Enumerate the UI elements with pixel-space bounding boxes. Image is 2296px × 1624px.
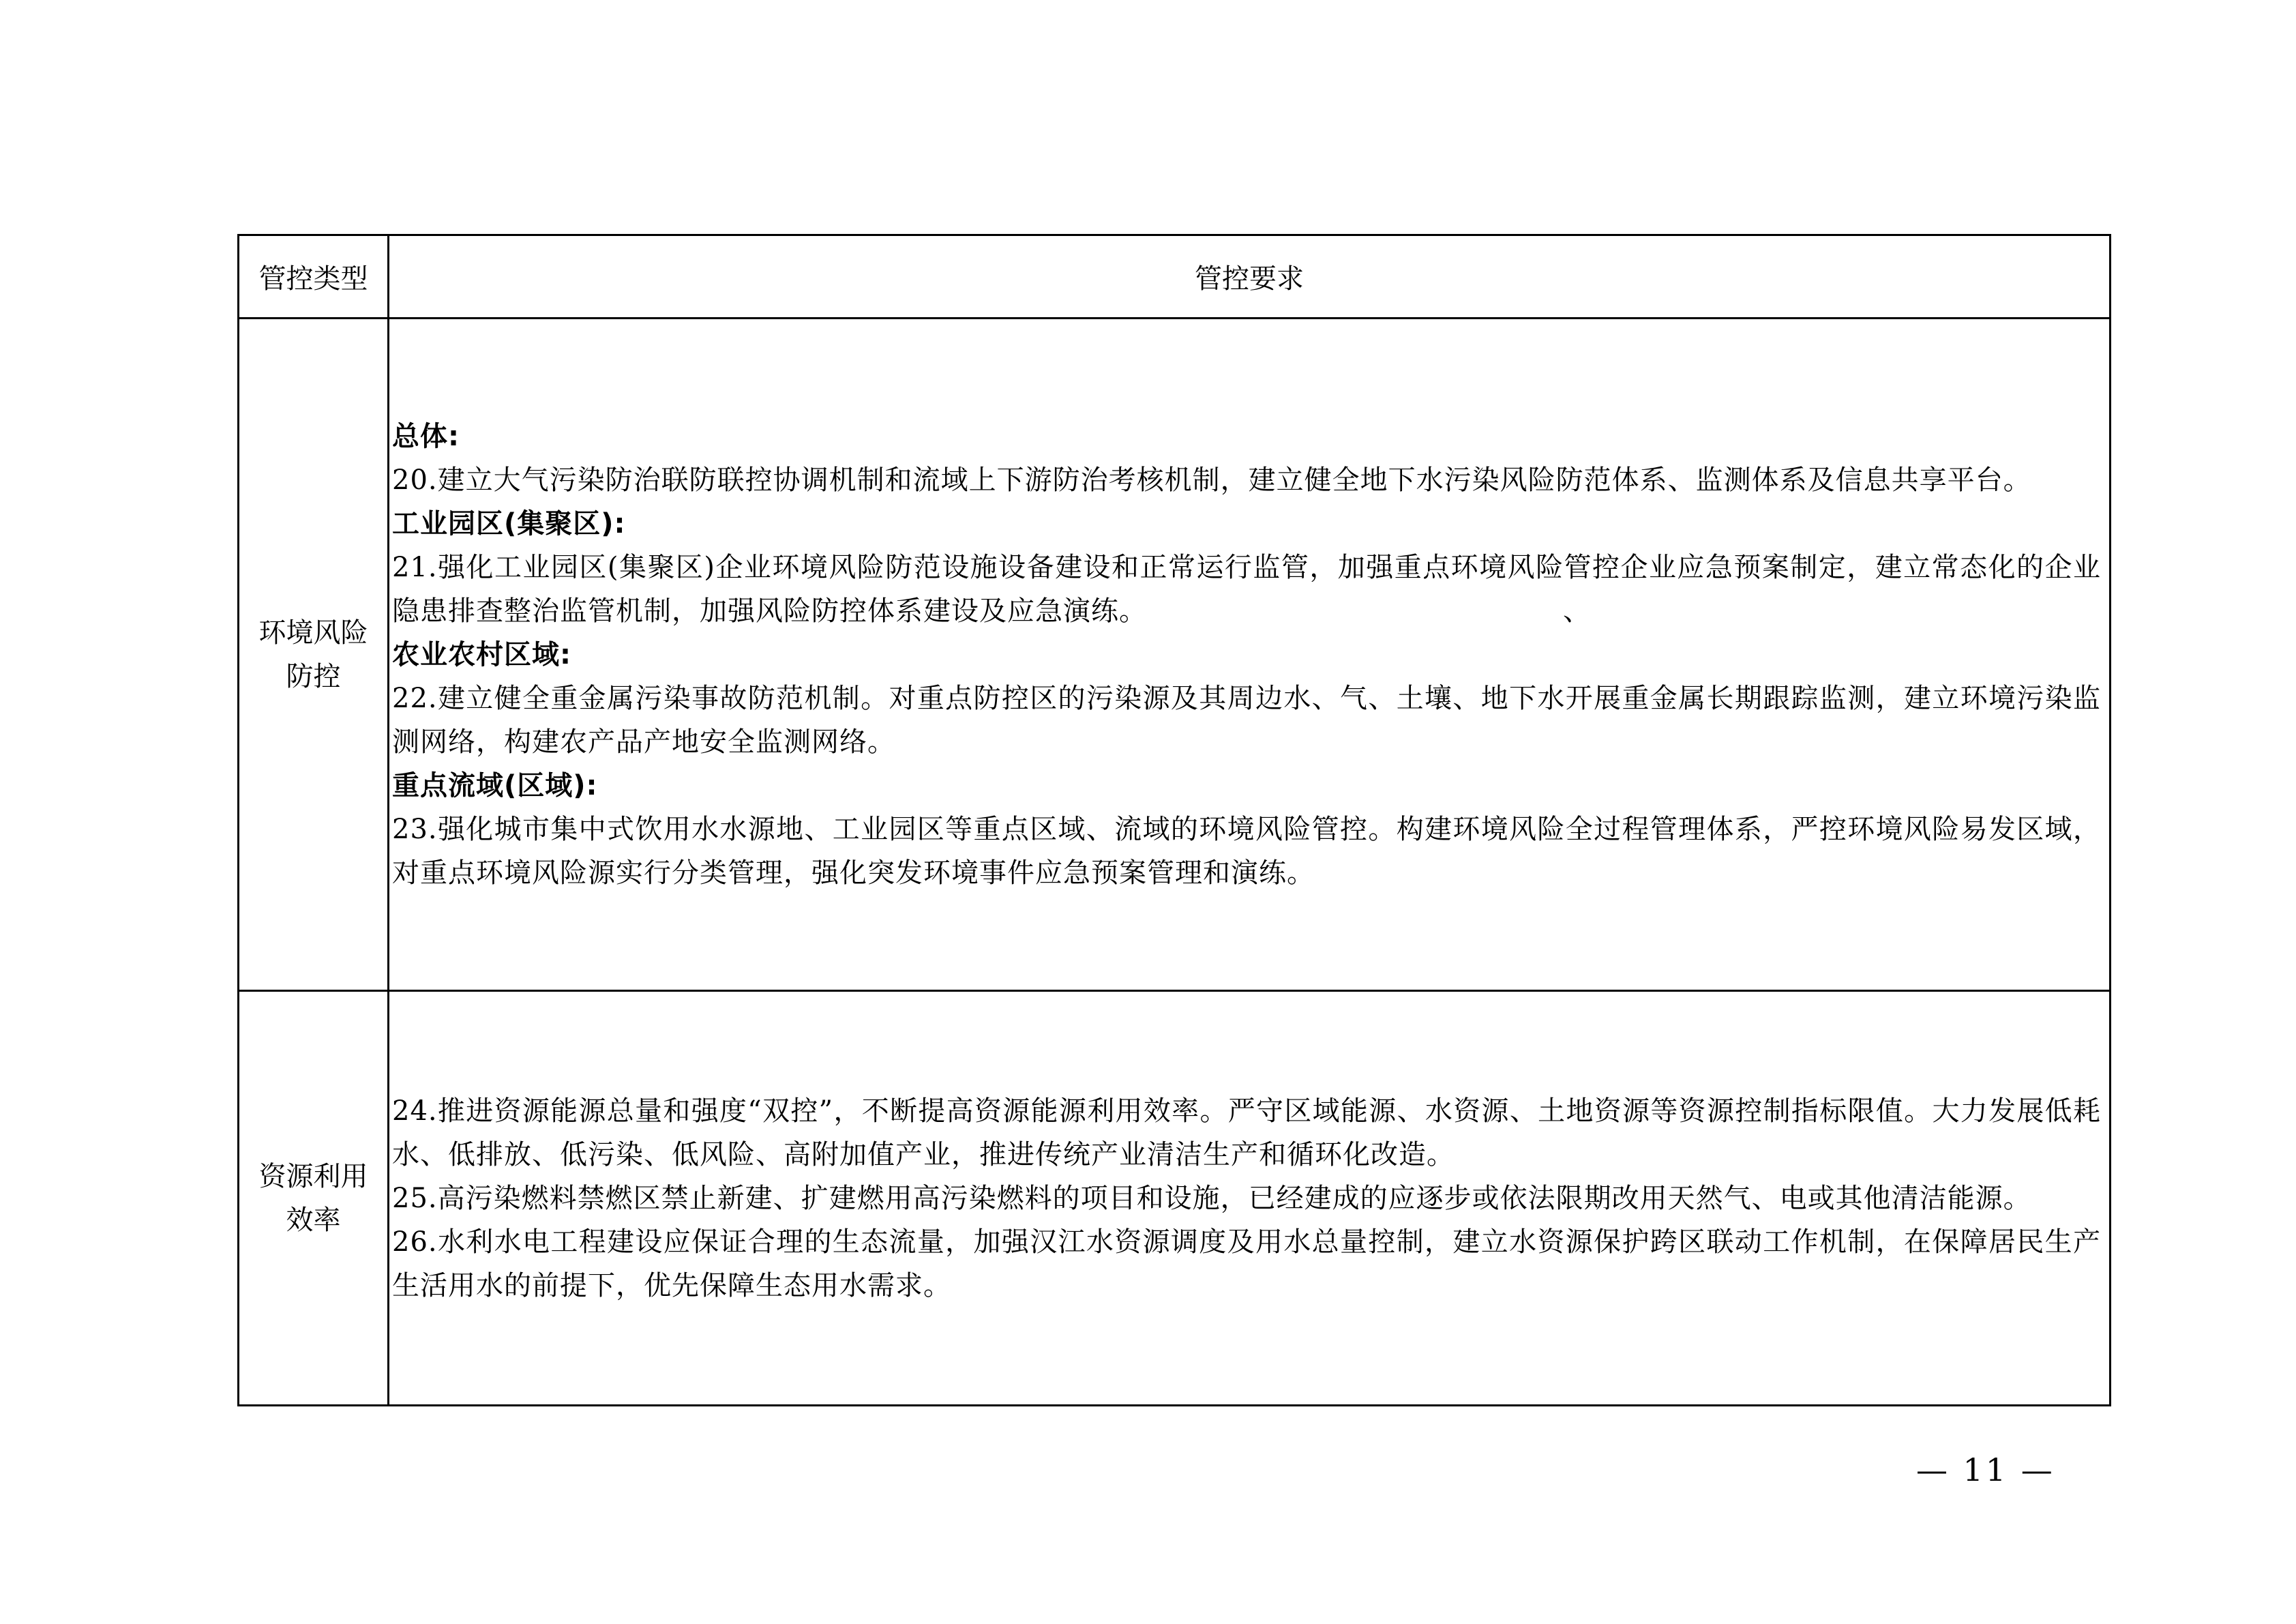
header-control-type: 管控类型 xyxy=(239,235,389,319)
requirement-item-21: 21.强化工业园区(集聚区)企业环境风险防范设施设备建设和正常运行监管，加强重点环境风险管控企业应急预案制定，建立常态化的企业隐患排查整治监管机制，加强风险防控体系建设及应急演练。 xyxy=(392,551,2101,627)
table-row-environmental-risk xyxy=(239,319,2111,991)
page-number: — 11 — xyxy=(1916,1451,2055,1488)
section-heading-key-basin: 重点流域(区域): xyxy=(392,769,598,801)
table-header-row xyxy=(239,235,2111,319)
requirement-item-21-wrap xyxy=(392,546,2101,633)
type-label-line: 环境风险 xyxy=(258,617,368,649)
control-requirements-table xyxy=(237,234,2111,1406)
type-label-line: 资源利用 xyxy=(258,1160,368,1192)
header-control-requirement: 管控要求 xyxy=(389,235,2111,319)
type-cell-resource-efficiency xyxy=(239,991,389,1406)
type-label-line: 效率 xyxy=(286,1204,341,1236)
requirement-item-24: 24.推进资源能源总量和强度“双控”，不断提高资源能源利用效率。严守区域能源、水资源、土地资源等资源控制指标限值。大力发展低耗水、低排放、低污染、低风险、高附加值产业，推进传统产业清洁生产和循环化改造。 xyxy=(392,1095,2101,1170)
section-heading-overall: 总体: xyxy=(392,420,460,452)
requirement-item-20: 20.建立大气污染防治联防联控协调机制和流域上下游防治考核机制，建立健全地下水污染风险防范体系、监测体系及信息共享平台。 xyxy=(392,464,2031,496)
requirement-item-22: 22.建立健全重金属污染事故防范机制。对重点防控区的污染源及其周边水、气、土壤、地下水开展重金属长期跟踪监测，建立环境污染监测网络，构建农产品产地安全监测网络。 xyxy=(392,682,2101,758)
requirement-item-26: 26.水利水电工程建设应保证合理的生态流量，加强汉江水资源调度及用水总量控制，建立水资源保护跨区联动工作机制，在保障居民生产生活用水的前提下，优先保障生态用水需求。 xyxy=(392,1226,2101,1301)
table-row-resource-efficiency xyxy=(239,991,2111,1406)
section-heading-industrial-park: 工业园区(集聚区): xyxy=(392,507,626,540)
type-cell-environmental-risk xyxy=(239,319,389,991)
requirement-item-25: 25.高污染燃料禁燃区禁止新建、扩建燃用高污染燃料的项目和设施，已经建成的应逐步或依法限期改用天然气、电或其他清洁能源。 xyxy=(392,1182,2031,1214)
requirement-cell-resource-efficiency xyxy=(389,991,2111,1406)
requirement-cell-environmental-risk xyxy=(389,319,2111,991)
section-heading-rural-area: 农业农村区域: xyxy=(392,638,571,670)
requirement-item-23: 23.强化城市集中式饮用水水源地、工业园区等重点区域、流域的环境风险管控。构建环境风险全过程管理体系，严控环境风险易发区域，对重点环境风险源实行分类管理，强化突发环境事件应急预案管理和演练。 xyxy=(392,813,2101,889)
stray-mark: 、 xyxy=(1563,595,1591,627)
type-label-line: 防控 xyxy=(286,660,341,692)
